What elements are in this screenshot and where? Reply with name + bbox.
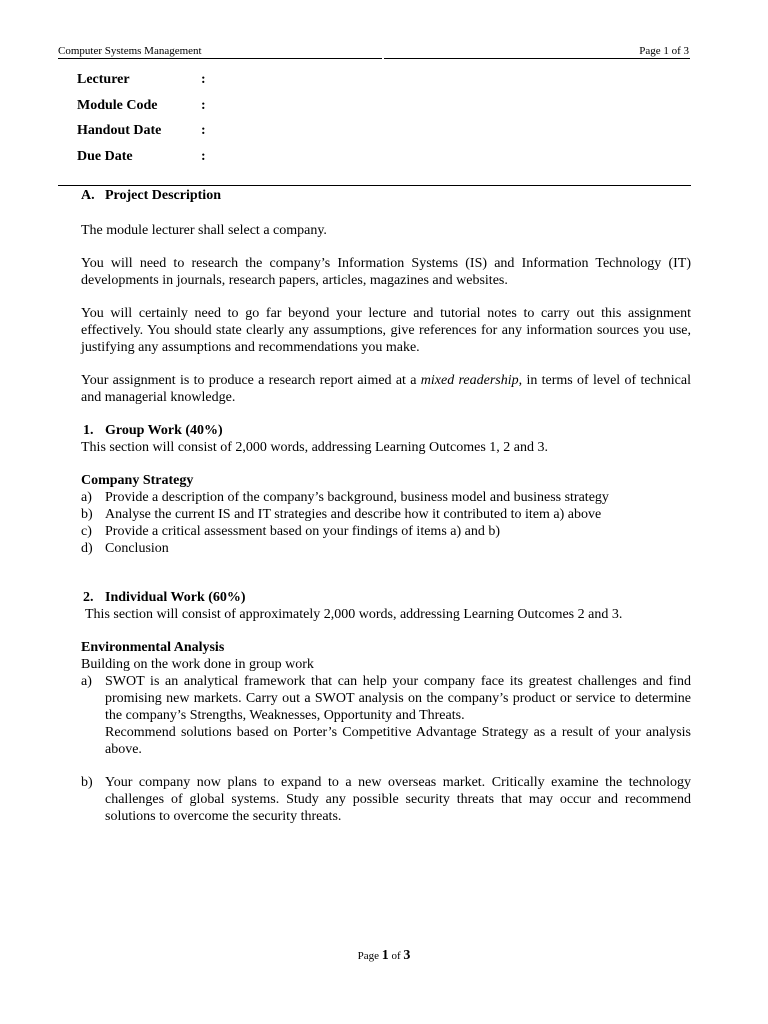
list-item-text: SWOT is an analytical framework that can help your company face its greatest challenges and find promising new markets. Carry out a SWOT analysis on the company’s product or service to determine the company’s Strengths, Weaknesses, Opportunity and Threats.	[105, 674, 691, 723]
readership-text-before: Your assignment is to produce a research report aimed at a	[81, 373, 421, 388]
meta-lecturer	[77, 70, 277, 96]
paragraph-company-selection: The module lecturer shall select a company.	[81, 223, 327, 238]
list-marker: c)	[81, 524, 92, 539]
company-strategy-heading: Company Strategy	[81, 473, 194, 488]
list-item-text: Provide a description of the company’s background, business model and business strategy	[105, 490, 609, 505]
document-body	[81, 186, 691, 825]
individual-work-description: This section will consist of approximately 2,000 words, addressing Learning Outcomes 2 and 3.	[85, 607, 623, 622]
section-a-number: A.	[81, 188, 95, 203]
list-item-text: Provide a critical assessment based on your findings of items a) and b)	[105, 524, 501, 539]
list-item-recommendation: Recommend solutions based on Porter’s Competitive Advantage Strategy as a result of your analysis above.	[105, 725, 691, 757]
list-item-text: Analyse the current IS and IT strategies and describe how it contributed to item a) above	[105, 507, 602, 522]
page-footer	[0, 948, 768, 964]
environmental-analysis-heading: Environmental Analysis	[81, 640, 225, 655]
meta-label: Handout Date	[77, 123, 162, 138]
header-page-number: Page 1 of 3	[639, 45, 689, 57]
readership-text-after: , in terms of level of technical and managerial knowledge.	[81, 373, 691, 405]
page-header	[58, 44, 690, 60]
list-item	[81, 540, 691, 557]
assignment-meta	[77, 70, 277, 172]
footer-of-word: of	[388, 950, 404, 962]
meta-colon: :	[201, 148, 206, 164]
environmental-analysis-list	[81, 673, 691, 825]
group-work-heading	[81, 422, 691, 439]
individual-work-number: 2.	[83, 590, 94, 605]
individual-work-title: Individual Work (60%)	[105, 590, 246, 605]
meta-colon: :	[201, 72, 206, 87]
environmental-analysis-intro: Building on the work done in group work	[81, 657, 314, 672]
list-marker: b)	[81, 507, 93, 522]
list-item	[81, 506, 691, 523]
list-marker: a)	[81, 490, 92, 505]
meta-module-code	[77, 96, 277, 122]
individual-work-heading	[81, 589, 691, 606]
meta-label: Lecturer	[77, 72, 130, 87]
company-strategy-list	[81, 489, 691, 557]
list-item-text: Your company now plans to expand to a new overseas market. Critically examine the technology challenges of global systems. Study any possible security threats that may occur and recommend solutions to overcome the security threats.	[105, 775, 691, 824]
meta-label: Module Code	[77, 97, 158, 113]
list-marker: a)	[81, 674, 92, 689]
footer-current-page: 1	[381, 948, 389, 963]
section-a-title: Project Description	[105, 188, 221, 203]
header-course-title: Computer Systems Management	[58, 45, 202, 57]
section-a-heading	[81, 186, 691, 207]
paragraph-research: You will need to research the company’s Information Systems (IS) and Information Technology (IT) developments in journals, research papers, articles, magazines and websites.	[81, 256, 691, 288]
meta-label: Due Date	[77, 148, 133, 164]
paragraph-beyond-notes: You will certainly need to go far beyond your lecture and tutorial notes to carry out this assignment effectively. You should state clearly any assumptions, give references for any information sources you use, justifying any assumptions and recommendations you make.	[81, 306, 691, 355]
list-marker: b)	[81, 775, 93, 790]
list-item	[81, 489, 691, 506]
meta-colon: :	[201, 123, 206, 138]
meta-colon: :	[201, 97, 206, 113]
list-item-text: Conclusion	[105, 541, 169, 556]
paragraph-readership	[81, 372, 691, 406]
header-rule	[58, 58, 690, 59]
list-item	[81, 673, 691, 758]
meta-handout-date	[77, 121, 277, 147]
group-work-title: Group Work (40%)	[105, 423, 223, 438]
list-item	[81, 774, 691, 825]
footer-page-word: Page	[357, 950, 382, 962]
group-work-number: 1.	[83, 423, 94, 438]
group-work-description: This section will consist of 2,000 words, addressing Learning Outcomes 1, 2 and 3.	[81, 440, 548, 455]
list-item	[81, 523, 691, 540]
meta-due-date	[77, 147, 277, 173]
footer-total-pages: 3	[403, 948, 411, 963]
list-marker: d)	[81, 541, 93, 556]
readership-emphasis: mixed readership	[420, 373, 519, 388]
